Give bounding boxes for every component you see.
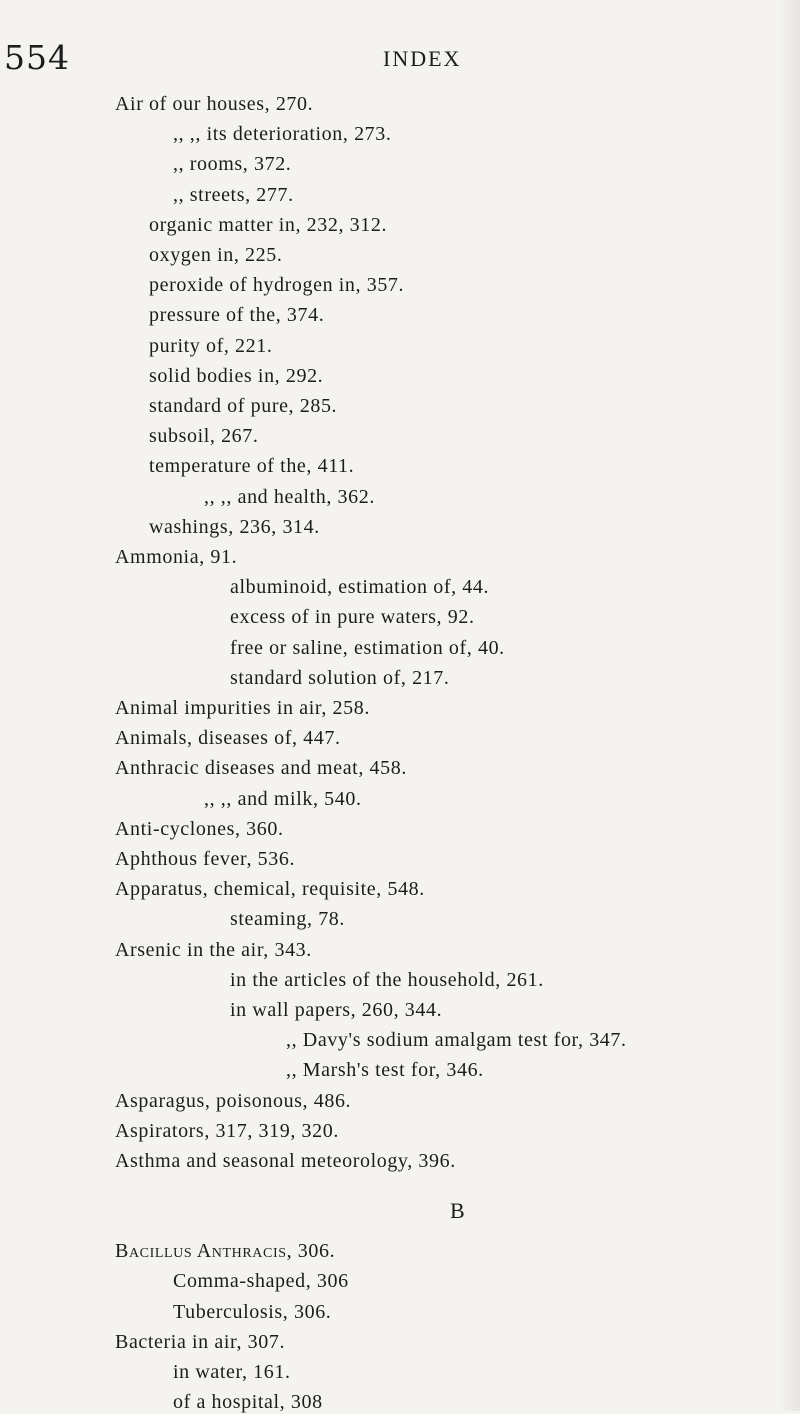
index-entry: free or saline, estimation of, 40. [230,636,505,659]
index-entry: ,, rooms, 372. [173,153,292,176]
index-entry: Asthma and seasonal meteorology, 396. [115,1150,456,1172]
index-entry: Animals, diseases of, 447. [115,727,341,750]
index-entry: subsoil, 267. [149,425,259,448]
index-entry: ,, ,, and health, 362. [204,485,375,508]
index-entry: ,, ,, and milk, 540. [204,787,362,810]
index-entry: in the articles of the household, 261. [230,968,544,991]
index-entry: steaming, 78. [230,908,346,931]
index-entry: temperature of the, 411. [149,455,355,478]
index-entry: oxygen in, 225. [149,244,283,266]
index-entry: purity of, 221. [149,334,273,357]
index-entry: Arsenic in the air, 343. [115,938,312,961]
index-entry: Animal impurities in air, 258. [115,697,370,719]
index-entry: standard solution of, 217. [230,666,450,689]
running-head: INDEX [383,46,462,71]
index-entry: Anti-cyclones, 360. [115,817,284,840]
page-edge-shadow [778,0,800,1411]
index-entry: ,, Marsh's test for, 346. [286,1059,484,1082]
index-entry: in wall papers, 260, 344. [230,999,443,1021]
index-entry: Asparagus, poisonous, 486. [115,1089,352,1112]
index-entry: Ammonia, 91. [115,546,238,568]
index-entry: of a hospital, 308 [173,1391,323,1414]
index-entry: solid bodies in, 292. [149,364,324,387]
index-entry: washings, 236, 314. [149,515,320,538]
index-entry: Bacillus Anthracis, 306. [115,1240,336,1263]
index-entry: organic matter in, 232, 312. [149,213,388,236]
index-entry: Bacteria in air, 307. [115,1330,286,1353]
index-entry: ,, streets, 277. [173,183,294,206]
index-entry: peroxide of hydrogen in, 357. [149,274,405,297]
index-entry: Air of our houses, 270. [115,93,314,115]
index-entry: Apparatus, chemical, requisite, 548. [115,878,425,901]
index-entry: standard of pure, 285. [149,395,338,417]
page-number: 554 [4,38,70,77]
index-entry: Anthracic diseases and meat, 458. [115,757,407,780]
index-entry: ,, Davy's sodium amalgam test for, 347. [286,1029,627,1052]
index-entry: Comma-shaped, 306 [173,1270,349,1293]
index-entry: ,, ,, its deterioration, 273. [173,123,392,146]
index-entry: albuminoid, estimation of, 44. [230,576,490,599]
index-entry: excess of in pure waters, 92. [230,606,475,629]
index-entry: in water, 161. [173,1361,291,1383]
index-entry: Aphthous fever, 536. [115,848,296,870]
index-entry: Aspirators, 317, 319, 320. [115,1119,339,1142]
section-heading: B [450,1198,465,1224]
index-entry: Tuberculosis, 306. [173,1300,332,1323]
index-entry: pressure of the, 374. [149,304,325,327]
